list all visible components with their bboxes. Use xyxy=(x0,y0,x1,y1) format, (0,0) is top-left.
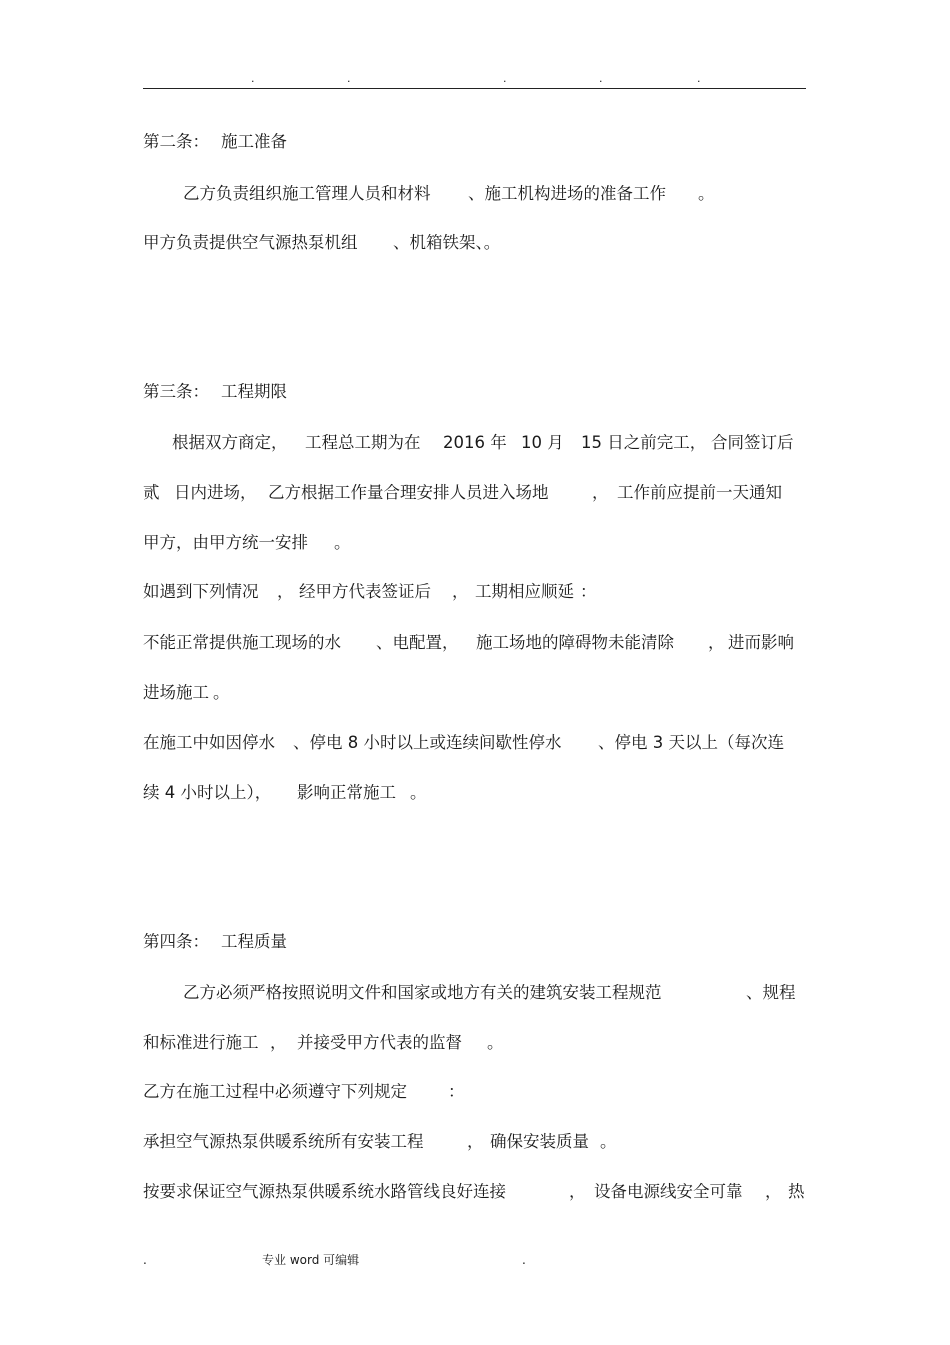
page-footer xyxy=(0,1251,950,1269)
text-segment: ， xyxy=(277,582,294,601)
text-segment: 确保安装质量 xyxy=(490,1132,589,1151)
paragraph-line xyxy=(0,681,950,705)
paragraph-line xyxy=(0,481,950,505)
text-segment: ， xyxy=(592,483,609,502)
text-segment: 15 日之前完工， xyxy=(581,433,707,452)
text-segment: 、规程 xyxy=(746,983,796,1002)
text-segment: 2016 年 xyxy=(443,433,507,452)
text-segment: 甲方负责提供空气源热泵机组 xyxy=(143,233,358,252)
footer-dot: . xyxy=(143,1253,147,1267)
text-segment: 根据双方商定， xyxy=(172,433,288,452)
header-dot: . xyxy=(251,72,255,85)
text-segment: ， xyxy=(765,1182,782,1201)
paragraph-line xyxy=(0,631,950,655)
text-segment: 在施工中如因停水 xyxy=(143,733,275,752)
text-segment: ， xyxy=(467,1132,484,1151)
text-segment: ： xyxy=(580,582,597,601)
page-header-dots xyxy=(0,74,950,84)
text-segment: 按要求保证空气源热泵供暖系统水路管线良好连接 xyxy=(143,1182,506,1201)
text-segment: ， xyxy=(452,582,469,601)
text-segment: 第四条： xyxy=(143,932,209,951)
paragraph-line xyxy=(0,182,950,206)
text-segment: 不能正常提供施工现场的水 xyxy=(143,633,341,652)
footer-text: 专业 word 可编辑 xyxy=(262,1253,360,1267)
text-segment: 工程期限 xyxy=(221,382,287,401)
text-segment: ： xyxy=(448,1082,465,1101)
text-segment: 施工准备 xyxy=(221,132,287,151)
text-segment: 工程质量 xyxy=(221,932,287,951)
text-segment: 、施工机构进场的准备工作 xyxy=(468,184,666,203)
header-dot: . xyxy=(599,72,603,85)
text-segment: 工程总工期为在 xyxy=(305,433,421,452)
text-segment: 乙方负责组织施工管理人员和材料 xyxy=(183,184,431,203)
text-segment: 工作前应提前一天通知 xyxy=(617,483,782,502)
paragraph-line xyxy=(0,580,950,604)
text-segment: 续 4 小时以上）， xyxy=(143,783,272,802)
footer-dot: . xyxy=(522,1253,526,1267)
text-segment: 乙方根据工作量合理安排人员进入场地 xyxy=(268,483,549,502)
text-segment: 乙方在施工过程中必须遵守下列规定 xyxy=(143,1082,407,1101)
text-segment: 第三条： xyxy=(143,382,209,401)
header-dot: . xyxy=(347,72,351,85)
text-segment: 。 xyxy=(334,533,351,552)
text-segment: 工期相应顺延 xyxy=(475,582,574,601)
text-segment: 和标准进行施工 xyxy=(143,1033,259,1052)
section-heading xyxy=(0,380,950,404)
text-segment: 并接受甲方代表的监督 xyxy=(297,1033,462,1052)
text-segment: 影响正常施工 xyxy=(297,783,396,802)
text-segment: 甲方，由甲方统一安排 xyxy=(143,533,308,552)
text-segment: 。 xyxy=(487,1033,504,1052)
text-segment: 。 xyxy=(410,783,427,802)
text-segment: ， xyxy=(708,633,725,652)
text-segment: 乙方必须严格按照说明文件和国家或地方有关的建筑安装工程规范 xyxy=(183,983,662,1002)
text-segment: ， xyxy=(569,1182,586,1201)
section-heading xyxy=(0,930,950,954)
text-segment: 、停电 3 天以上（每次连 xyxy=(598,733,784,752)
header-rule xyxy=(143,88,806,89)
text-segment: 经甲方代表签证后 xyxy=(299,582,431,601)
text-segment: 贰 xyxy=(143,483,160,502)
text-segment: 热 xyxy=(788,1182,805,1201)
text-segment: 合同签订后 xyxy=(711,433,794,452)
text-segment: 、电配置， xyxy=(376,633,459,652)
text-segment: ， xyxy=(270,1033,287,1052)
paragraph-line xyxy=(0,531,950,555)
paragraph-line xyxy=(0,431,950,455)
paragraph-line xyxy=(0,1130,950,1154)
text-segment: 、机箱铁架、。 xyxy=(393,233,501,252)
header-dot: . xyxy=(503,72,507,85)
text-segment: 。 xyxy=(213,683,230,702)
paragraph-line xyxy=(0,1031,950,1055)
text-segment: 设备电源线安全可靠 xyxy=(594,1182,743,1201)
text-segment: 10 月 xyxy=(521,433,564,452)
paragraph-line xyxy=(0,1180,950,1204)
paragraph-line xyxy=(0,731,950,755)
text-segment: 进而影响 xyxy=(728,633,794,652)
text-segment: 。 xyxy=(698,184,715,203)
paragraph-line xyxy=(0,231,950,255)
text-segment: 日内进场， xyxy=(174,483,257,502)
text-segment: 如遇到下列情况 xyxy=(143,582,259,601)
paragraph-line xyxy=(0,981,950,1005)
text-segment: 第二条： xyxy=(143,132,209,151)
paragraph-line xyxy=(0,1080,950,1104)
text-segment: 。 xyxy=(600,1132,617,1151)
text-segment: 承担空气源热泵供暖系统所有安装工程 xyxy=(143,1132,424,1151)
paragraph-line xyxy=(0,781,950,805)
text-segment: 施工场地的障碍物未能清除 xyxy=(476,633,674,652)
header-dot: . xyxy=(697,72,701,85)
text-segment: 进场施工 xyxy=(143,683,209,702)
section-heading xyxy=(0,130,950,154)
text-segment: 、停电 8 小时以上或连续间歇性停水 xyxy=(293,733,562,752)
